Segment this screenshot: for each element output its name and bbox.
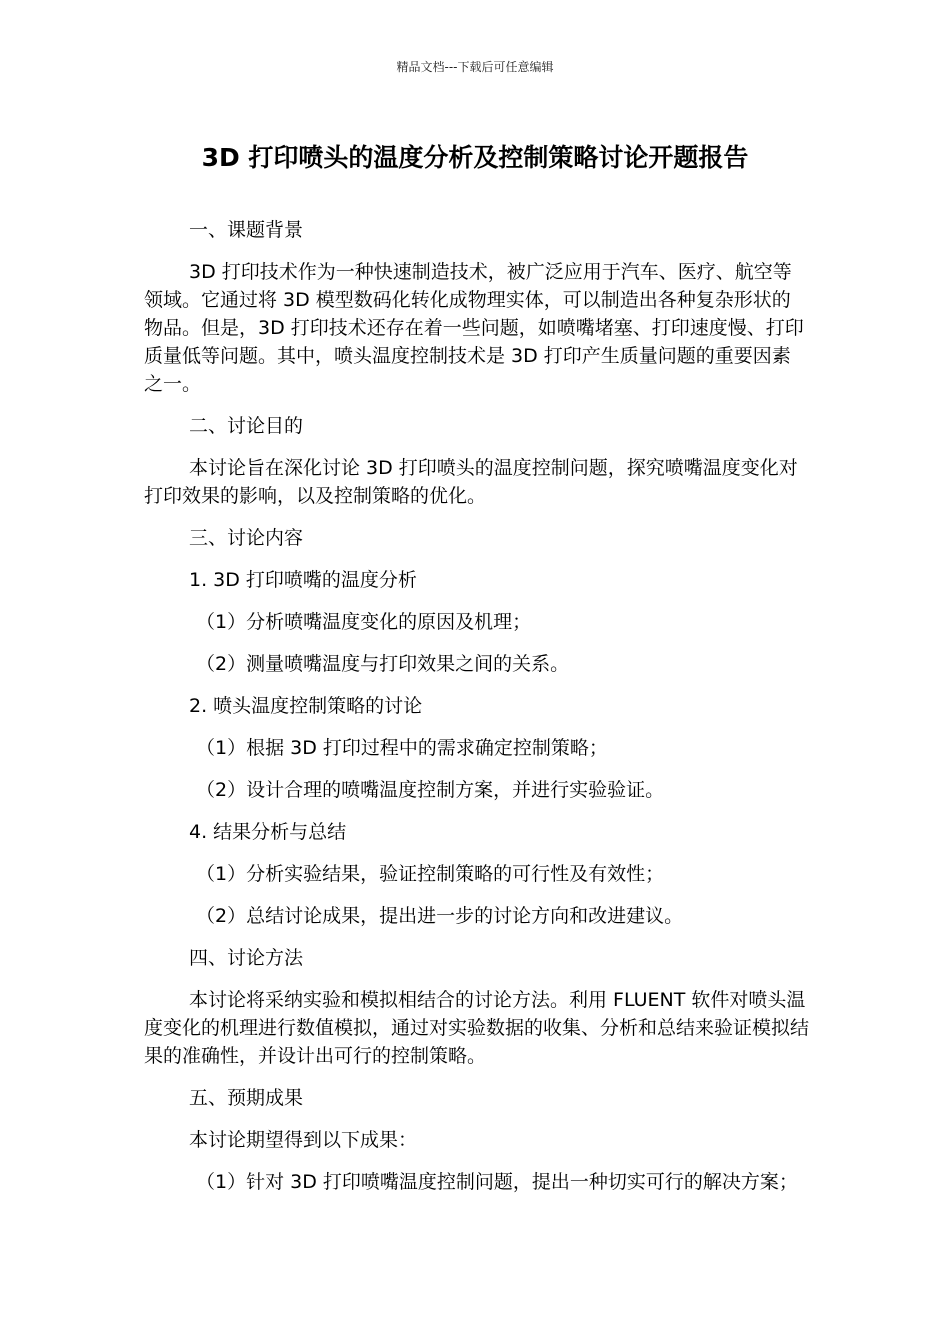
- outcome-intro: 本讨论期望得到以下成果：: [189, 1129, 418, 1151]
- page-header: 精品文档---下载后可任意编辑: [396, 60, 554, 74]
- section-heading-outcome: 五、预期成果: [189, 1087, 304, 1109]
- method-paragraph: 本讨论将采纳实验和模拟相结合的讨论方法。利用 FLUENT 软件对喷头温度变化的机理进行数值模拟，通过对实验数据的收集、分析和总结来验证模拟结果的准确性，并设计出可行的控制策略。: [144, 989, 810, 1067]
- list-item: （1）分析实验结果，验证控制策略的可行性及有效性；: [196, 863, 665, 885]
- list-item: （1）根据 3D 打印过程中的需求确定控制策略；: [196, 737, 608, 759]
- list-item: （2）设计合理的喷嘴温度控制方案，并进行实验验证。: [196, 779, 665, 801]
- section-heading-content: 三、讨论内容: [189, 527, 304, 549]
- subsection-title-control-strategy: 2. 喷头温度控制策略的讨论: [189, 695, 423, 717]
- section-heading-method: 四、讨论方法: [189, 947, 304, 969]
- subsection-title-results: 4. 结果分析与总结: [189, 821, 347, 843]
- background-paragraph: 3D 打印技术作为一种快速制造技术，被广泛应用于汽车、医疗、航空等领域。它通过将 3D 模型数码化转化成物理实体，可以制造出各种复杂形状的物品。但是，3D 打印技术还存在着一些问题，如喷嘴堵塞、打印速度慢、打印质量低等问题。其中，喷头温度控制技术是 3D 打印产生质量问题的重要因素之一。: [144, 261, 804, 395]
- section-heading-purpose: 二、讨论目的: [189, 415, 304, 437]
- section-heading-background: 一、课题背景: [189, 219, 304, 241]
- subsection-title-temperature-analysis: 1. 3D 打印喷嘴的温度分析: [189, 569, 417, 591]
- purpose-paragraph: 本讨论旨在深化讨论 3D 打印喷头的温度控制问题，探究喷嘴温度变化对打印效果的影响，以及控制策略的优化。: [144, 457, 798, 507]
- list-item: （2）总结讨论成果，提出进一步的讨论方向和改进建议。: [196, 905, 684, 927]
- document-title: 3D 打印喷头的温度分析及控制策略讨论开题报告: [201, 143, 749, 172]
- list-item: （2）测量喷嘴温度与打印效果之间的关系。: [196, 653, 570, 675]
- list-item: （1）针对 3D 打印喷嘴温度控制问题，提出一种切实可行的解决方案；: [196, 1171, 798, 1193]
- document-body: [144, 216, 809, 1210]
- list-item: （1）分析喷嘴温度变化的原因及机理；: [196, 611, 532, 633]
